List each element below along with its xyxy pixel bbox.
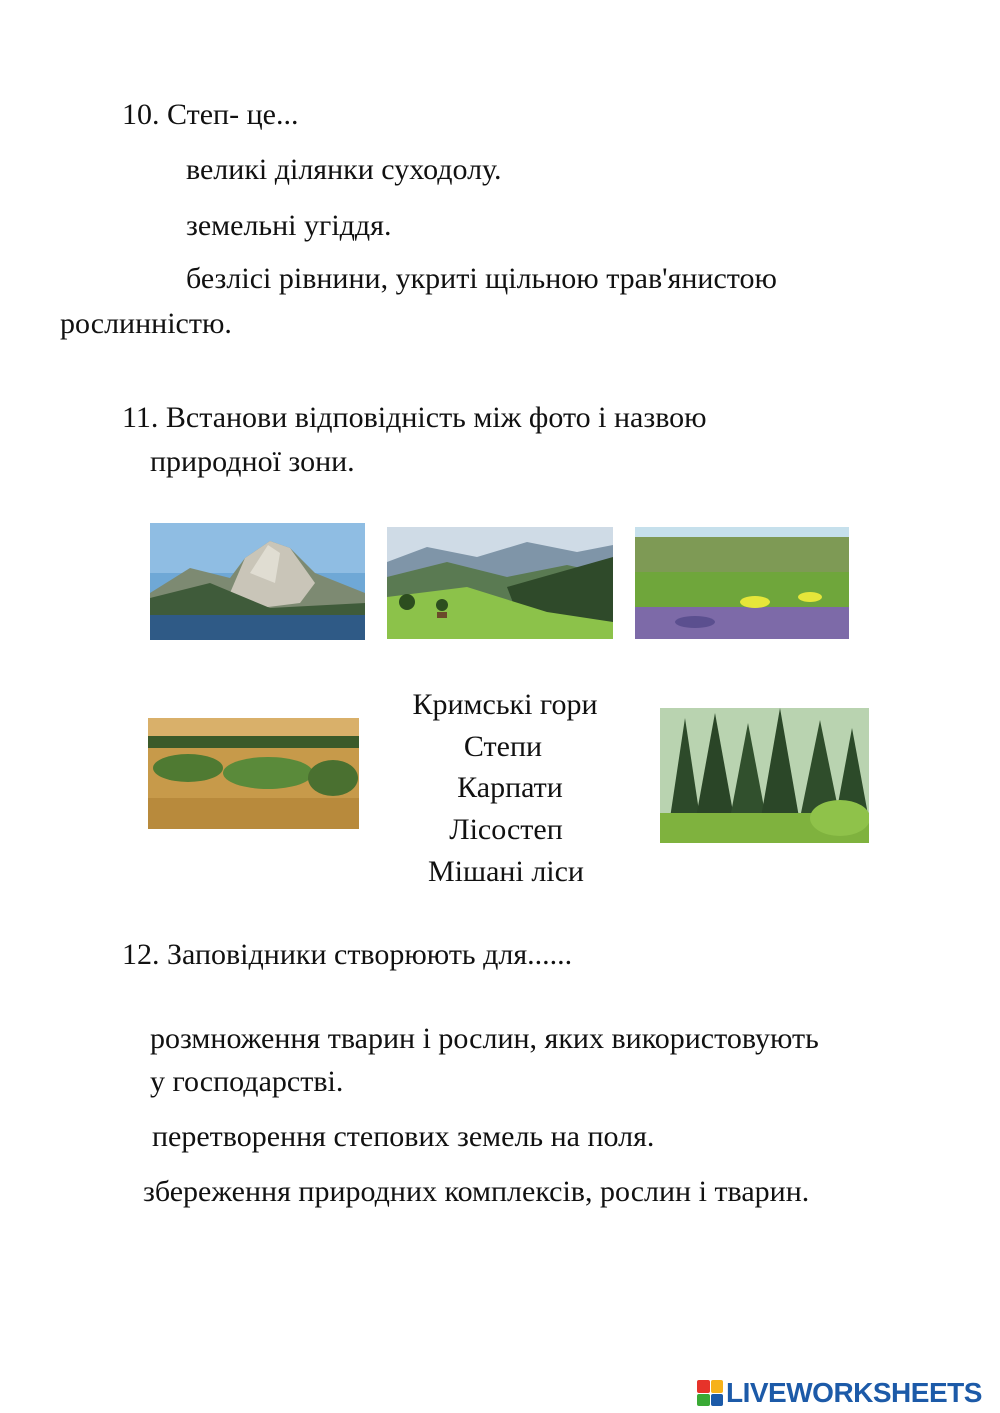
photo-carpathians[interactable] xyxy=(387,527,613,639)
q11-question-cont: природної зони. xyxy=(150,445,355,478)
liveworksheets-logo-icon xyxy=(697,1380,723,1406)
photo-forest-steppe[interactable] xyxy=(148,718,359,829)
q12-option-1-cont[interactable]: у господарстві. xyxy=(150,1065,344,1098)
q12-question: 12. Заповідники створюють для...... xyxy=(122,938,573,971)
q10-question: 10. Степ- це... xyxy=(122,98,299,131)
label-carpathians[interactable]: Карпати xyxy=(457,771,563,804)
photo-mixed-forest[interactable] xyxy=(660,708,869,843)
q10-option-2[interactable]: земельні угіддя. xyxy=(186,209,392,242)
q12-option-3[interactable]: збереження природних комплексів, рослин і тварин. xyxy=(143,1175,810,1208)
photo-crimean-mountains[interactable] xyxy=(150,523,365,640)
q12-option-1[interactable]: розмноження тварин і рослин, яких використовують xyxy=(150,1022,819,1055)
label-steppes[interactable]: Степи xyxy=(463,730,543,763)
label-mixed-forests[interactable]: Мішані ліси xyxy=(428,855,584,888)
liveworksheets-logo xyxy=(697,1378,982,1408)
q10-option-3[interactable]: безлісі рівнини, укриті щільною трав'янистою xyxy=(186,262,777,295)
q12-option-2[interactable]: перетворення степових земель на поля. xyxy=(152,1120,655,1153)
label-crimean-mountains[interactable]: Кримські гори xyxy=(412,688,598,721)
q10-option-1[interactable]: великі ділянки суходолу. xyxy=(186,153,502,186)
photo-steppe[interactable] xyxy=(635,527,849,639)
q11-question: 11. Встанови відповідність між фото і назвою xyxy=(122,401,707,434)
label-forest-steppe[interactable]: Лісостеп xyxy=(449,813,563,846)
liveworksheets-brand: LIVEWORKSHEETS xyxy=(726,1377,982,1408)
q10-option-3-cont[interactable]: рослинністю. xyxy=(60,307,232,340)
